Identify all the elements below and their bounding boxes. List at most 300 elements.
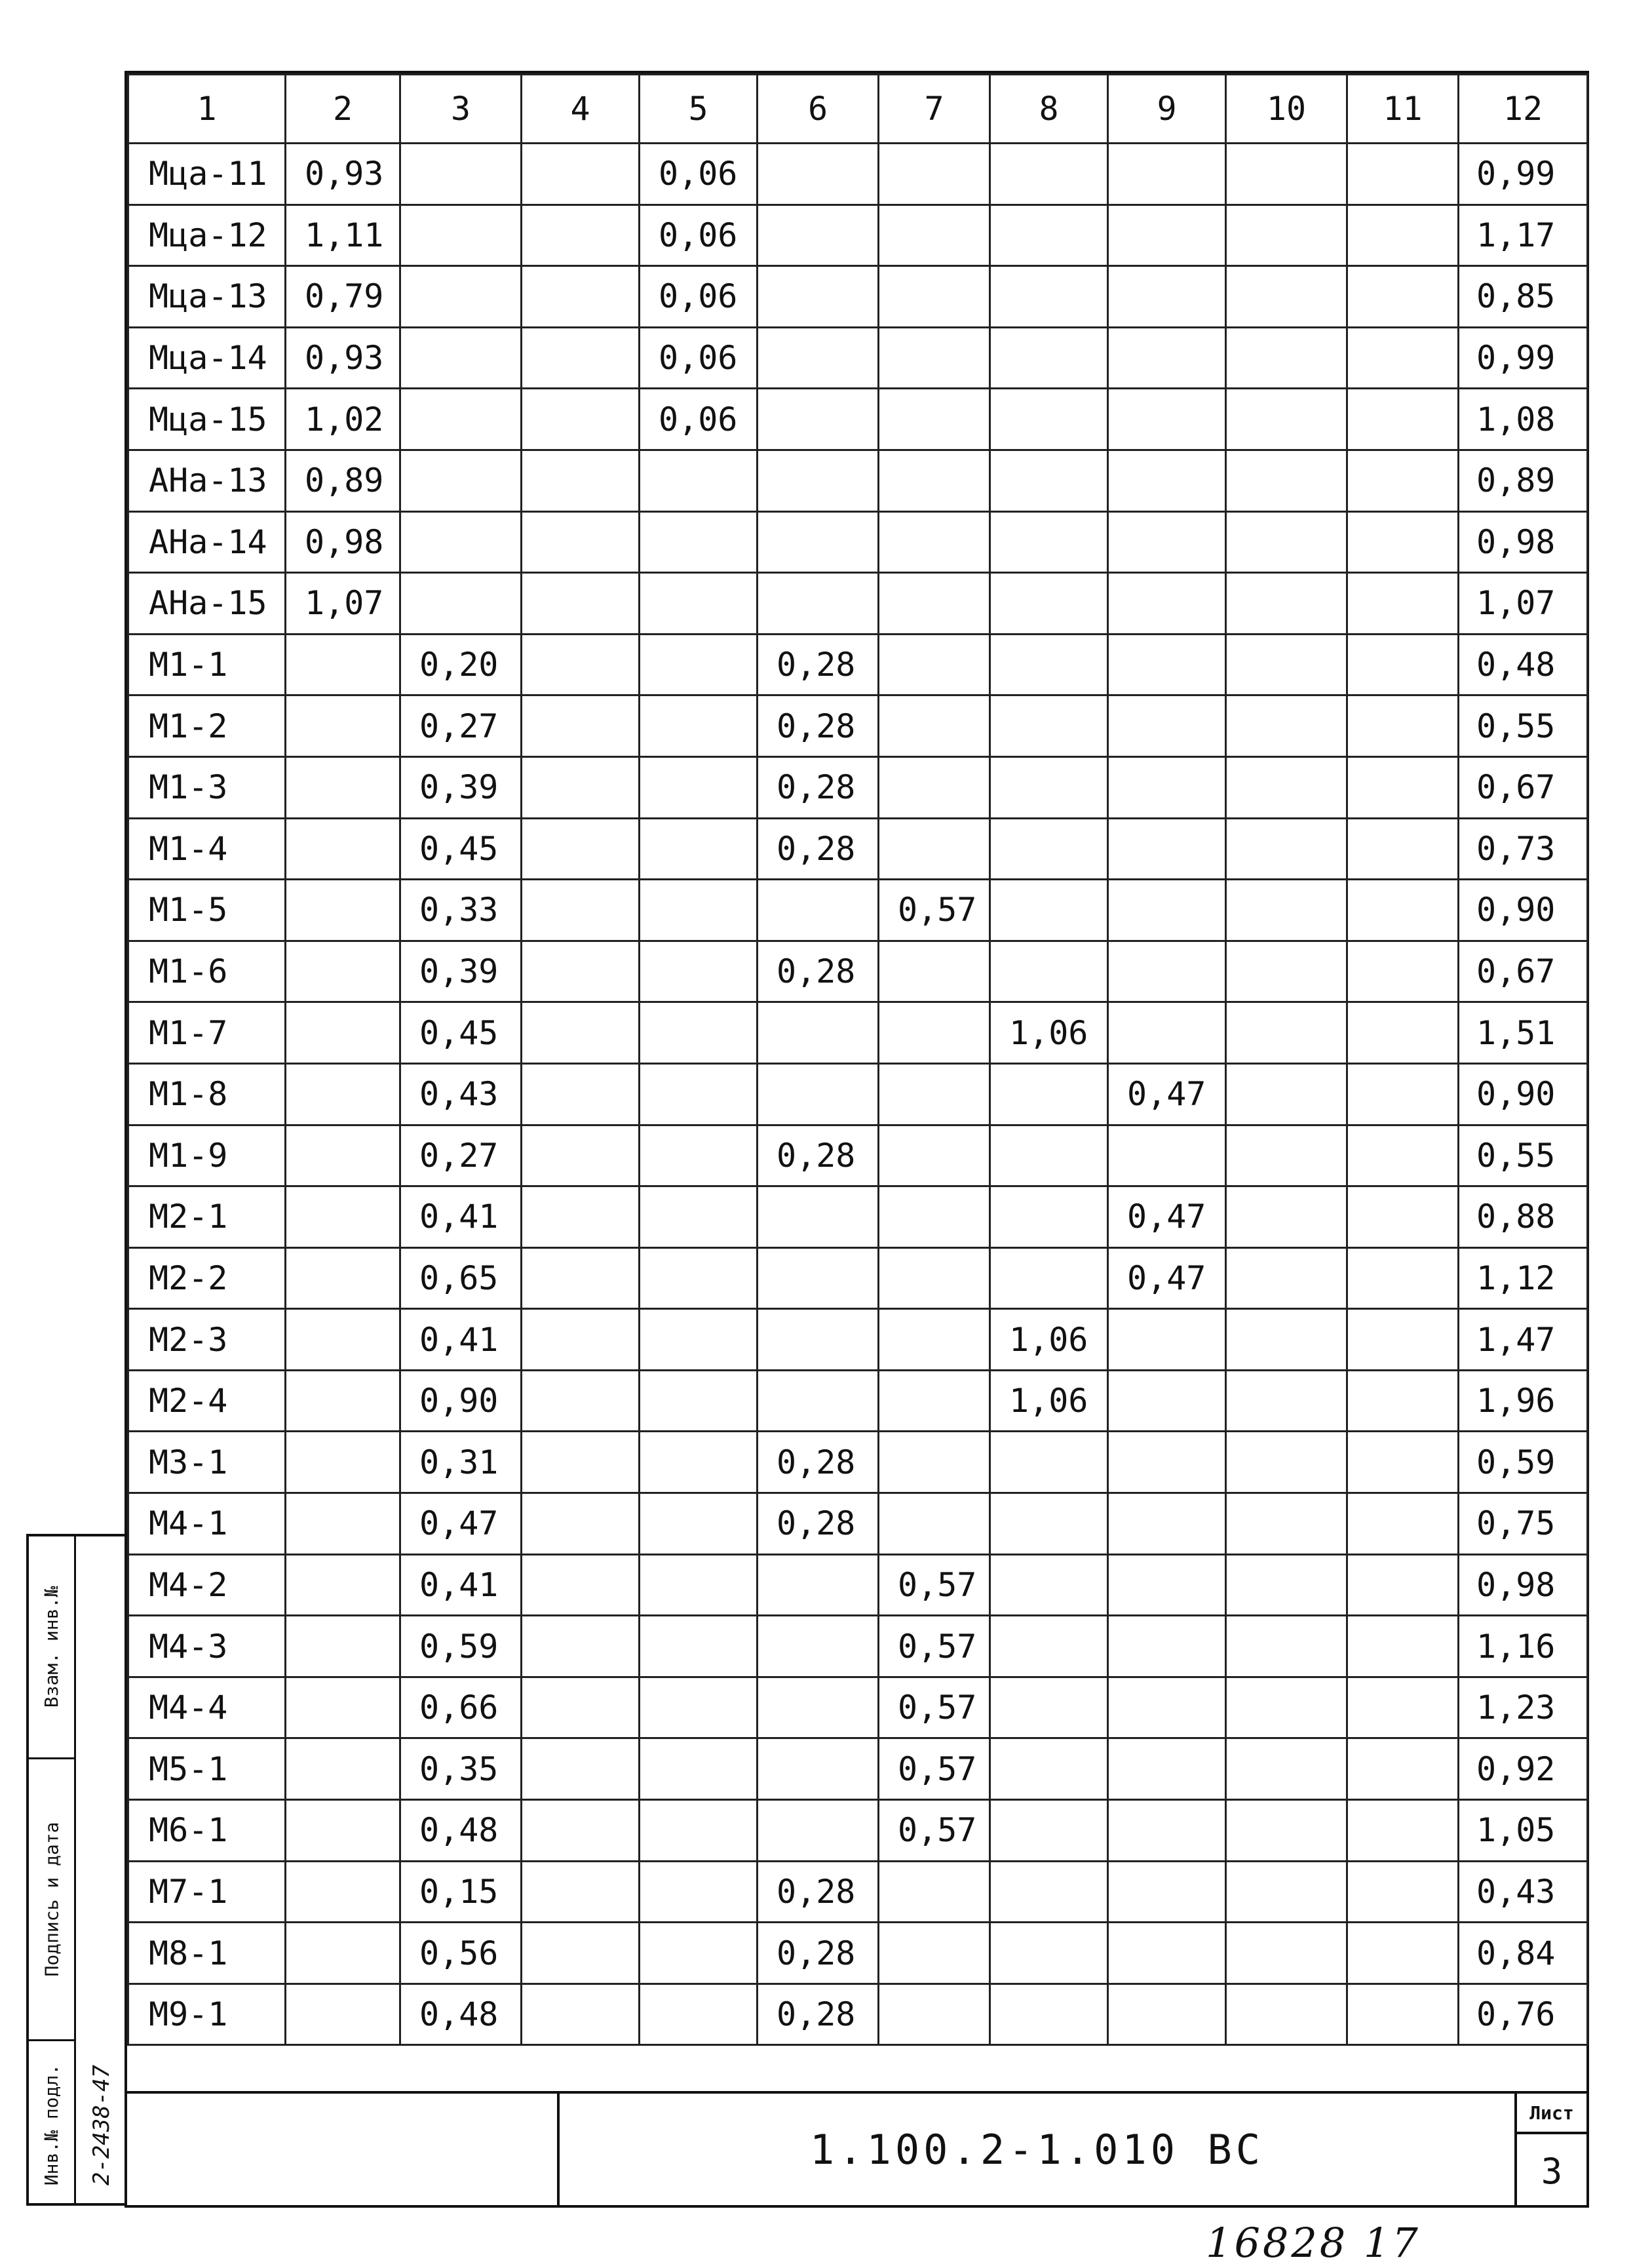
- value-cell: [1226, 941, 1347, 1002]
- value-cell: [758, 1677, 879, 1738]
- value-cell: 0,41: [400, 1309, 522, 1371]
- inv-orig-value-cell: [76, 2041, 127, 2208]
- total-cell: 0,98: [1459, 1554, 1588, 1616]
- table-body: [128, 144, 1588, 2045]
- value-cell: [640, 1370, 758, 1432]
- value-cell: [640, 1432, 758, 1493]
- value-cell: [990, 634, 1108, 695]
- value-cell: [640, 1554, 758, 1616]
- value-cell: 0,06: [640, 327, 758, 389]
- total-cell: 1,17: [1459, 205, 1588, 266]
- value-cell: [990, 205, 1108, 266]
- item-mark-cell: М6-1: [128, 1800, 286, 1862]
- value-cell: [522, 756, 640, 818]
- value-cell: [640, 1186, 758, 1248]
- value-cell: [1347, 818, 1459, 880]
- value-cell: [522, 1493, 640, 1555]
- value-cell: 0,90: [400, 1370, 522, 1432]
- value-cell: [879, 450, 990, 511]
- value-cell: [1226, 205, 1347, 266]
- value-cell: [758, 511, 879, 573]
- value-cell: [1108, 511, 1226, 573]
- value-cell: 0,39: [400, 941, 522, 1002]
- value-cell: [990, 1738, 1108, 1800]
- value-cell: [1347, 1800, 1459, 1862]
- value-cell: [1226, 1370, 1347, 1432]
- value-cell: [1347, 756, 1459, 818]
- item-mark-cell: М1-7: [128, 1002, 286, 1064]
- total-cell: 0,73: [1459, 818, 1588, 880]
- value-cell: [286, 695, 400, 757]
- value-cell: [522, 1309, 640, 1371]
- value-cell: 0,31: [400, 1432, 522, 1493]
- value-cell: [1108, 327, 1226, 389]
- value-cell: [1226, 573, 1347, 635]
- value-cell: 0,59: [400, 1616, 522, 1677]
- table-row: [128, 327, 1588, 389]
- column-header: 10: [1226, 75, 1347, 144]
- value-cell: [1226, 1738, 1347, 1800]
- value-cell: [990, 1800, 1108, 1862]
- value-cell: [400, 205, 522, 266]
- total-cell: 0,67: [1459, 941, 1588, 1002]
- item-mark-cell: М1-1: [128, 634, 286, 695]
- table-row: [128, 1800, 1588, 1862]
- value-cell: [640, 695, 758, 757]
- value-cell: [1226, 450, 1347, 511]
- table-row: [128, 450, 1588, 511]
- total-cell: 1,16: [1459, 1616, 1588, 1677]
- value-cell: [758, 1800, 879, 1862]
- value-cell: [522, 1984, 640, 2045]
- table-row: [128, 1554, 1588, 1616]
- value-cell: [522, 1247, 640, 1309]
- value-cell: [522, 1923, 640, 1984]
- value-cell: [1347, 1861, 1459, 1923]
- value-cell: [286, 941, 400, 1002]
- value-cell: [522, 1002, 640, 1064]
- value-cell: [640, 1125, 758, 1186]
- value-cell: [990, 1125, 1108, 1186]
- item-mark-cell: М1-8: [128, 1063, 286, 1125]
- value-cell: [1347, 1125, 1459, 1186]
- value-cell: [1108, 634, 1226, 695]
- value-cell: [1226, 1309, 1347, 1371]
- value-cell: [1226, 1800, 1347, 1862]
- value-cell: 0,57: [879, 1616, 990, 1677]
- value-cell: [400, 511, 522, 573]
- side-stamp: [26, 1534, 125, 2206]
- value-cell: [286, 1432, 400, 1493]
- value-cell: [286, 1616, 400, 1677]
- value-cell: [640, 1800, 758, 1862]
- value-cell: 0,98: [286, 511, 400, 573]
- value-cell: [990, 144, 1108, 205]
- value-cell: [1108, 1800, 1226, 1862]
- value-cell: [758, 880, 879, 941]
- value-cell: [1226, 1186, 1347, 1248]
- value-cell: [286, 756, 400, 818]
- value-cell: [640, 1861, 758, 1923]
- value-cell: [522, 1616, 640, 1677]
- value-cell: [1108, 1861, 1226, 1923]
- total-cell: 0,99: [1459, 144, 1588, 205]
- value-cell: 0,28: [758, 1432, 879, 1493]
- item-mark-cell: Мца-13: [128, 266, 286, 328]
- value-cell: [400, 389, 522, 450]
- value-cell: [879, 1125, 990, 1186]
- value-cell: [1347, 1493, 1459, 1555]
- item-mark-cell: М1-5: [128, 880, 286, 941]
- value-cell: [990, 327, 1108, 389]
- value-cell: 0,28: [758, 756, 879, 818]
- value-cell: [1347, 1186, 1459, 1248]
- value-cell: [522, 1186, 640, 1248]
- value-cell: 0,57: [879, 1677, 990, 1738]
- document-code: 1.100.2-1.010 ВС: [560, 2091, 1514, 2206]
- value-cell: [990, 1432, 1108, 1493]
- value-cell: [1347, 450, 1459, 511]
- total-cell: 1,23: [1459, 1677, 1588, 1738]
- value-cell: [1108, 756, 1226, 818]
- value-cell: [286, 1677, 400, 1738]
- value-cell: [758, 450, 879, 511]
- item-mark-cell: М2-3: [128, 1309, 286, 1371]
- table-row: [128, 1247, 1588, 1309]
- value-cell: [286, 1063, 400, 1125]
- value-cell: [1226, 818, 1347, 880]
- column-header: 2: [286, 75, 400, 144]
- value-cell: [522, 573, 640, 635]
- value-cell: [1226, 1984, 1347, 2045]
- value-cell: 0,28: [758, 1493, 879, 1555]
- value-cell: [1226, 327, 1347, 389]
- table-row: [128, 695, 1588, 757]
- value-cell: [286, 1554, 400, 1616]
- value-cell: [758, 1370, 879, 1432]
- value-cell: [522, 1063, 640, 1125]
- value-cell: [879, 1002, 990, 1064]
- value-cell: [879, 327, 990, 389]
- item-mark-cell: М7-1: [128, 1861, 286, 1923]
- value-cell: [758, 1186, 879, 1248]
- value-cell: 0,57: [879, 1800, 990, 1862]
- total-cell: 0,43: [1459, 1861, 1588, 1923]
- value-cell: [990, 1861, 1108, 1923]
- value-cell: [879, 941, 990, 1002]
- side-stamp-labels: [29, 1536, 76, 2203]
- table-row: [128, 266, 1588, 328]
- value-cell: [879, 205, 990, 266]
- value-cell: 0,27: [400, 695, 522, 757]
- value-cell: [990, 818, 1108, 880]
- value-cell: 0,06: [640, 144, 758, 205]
- item-mark-cell: Мца-14: [128, 327, 286, 389]
- value-cell: [879, 1247, 990, 1309]
- value-cell: [879, 1309, 990, 1371]
- value-cell: 0,27: [400, 1125, 522, 1186]
- value-cell: [879, 1923, 990, 1984]
- value-cell: [522, 389, 640, 450]
- total-cell: 0,84: [1459, 1923, 1588, 1984]
- value-cell: 0,47: [400, 1493, 522, 1555]
- value-cell: [1108, 205, 1226, 266]
- value-cell: [879, 1186, 990, 1248]
- value-cell: [990, 1247, 1108, 1309]
- value-cell: 0,06: [640, 266, 758, 328]
- value-cell: 0,28: [758, 1125, 879, 1186]
- column-header: 11: [1347, 75, 1459, 144]
- value-cell: [879, 634, 990, 695]
- value-cell: [879, 1063, 990, 1125]
- table-row: [128, 1493, 1588, 1555]
- value-cell: 0,65: [400, 1247, 522, 1309]
- value-cell: [1108, 1616, 1226, 1677]
- value-cell: [990, 1493, 1108, 1555]
- column-header: 6: [758, 75, 879, 144]
- value-cell: [990, 511, 1108, 573]
- table-row: [128, 1370, 1588, 1432]
- column-header: 9: [1108, 75, 1226, 144]
- value-cell: [879, 818, 990, 880]
- table-row: [128, 1616, 1588, 1677]
- value-cell: 0,28: [758, 941, 879, 1002]
- value-cell: [522, 880, 640, 941]
- value-cell: [522, 450, 640, 511]
- item-mark-cell: Мца-15: [128, 389, 286, 450]
- value-cell: [1108, 1125, 1226, 1186]
- value-cell: [879, 389, 990, 450]
- value-cell: [990, 1984, 1108, 2045]
- value-cell: [1108, 266, 1226, 328]
- value-cell: [1108, 1923, 1226, 1984]
- value-cell: [522, 511, 640, 573]
- value-cell: [879, 511, 990, 573]
- spec-table: [127, 73, 1588, 2046]
- value-cell: [1108, 880, 1226, 941]
- value-cell: [640, 511, 758, 573]
- value-cell: [1226, 1063, 1347, 1125]
- value-cell: 0,41: [400, 1186, 522, 1248]
- value-cell: [1347, 144, 1459, 205]
- value-cell: [1108, 1370, 1226, 1432]
- value-cell: [522, 1370, 640, 1432]
- value-cell: [879, 1370, 990, 1432]
- value-cell: [1108, 695, 1226, 757]
- value-cell: [522, 266, 640, 328]
- value-cell: [1226, 144, 1347, 205]
- value-cell: [990, 695, 1108, 757]
- value-cell: [1347, 634, 1459, 695]
- value-cell: [1108, 1309, 1226, 1371]
- item-mark-cell: М1-4: [128, 818, 286, 880]
- handwritten-note: 16828 17: [1206, 2219, 1421, 2267]
- value-cell: 0,47: [1108, 1186, 1226, 1248]
- item-mark-cell: М4-4: [128, 1677, 286, 1738]
- value-cell: [758, 1738, 879, 1800]
- value-cell: [522, 818, 640, 880]
- value-cell: [522, 634, 640, 695]
- value-cell: [286, 1738, 400, 1800]
- value-cell: [1226, 756, 1347, 818]
- item-mark-cell: АНа-15: [128, 573, 286, 635]
- value-cell: [758, 266, 879, 328]
- value-cell: [990, 1923, 1108, 1984]
- item-mark-cell: Мца-12: [128, 205, 286, 266]
- table-row: [128, 389, 1588, 450]
- total-cell: 1,05: [1459, 1800, 1588, 1862]
- item-mark-cell: М9-1: [128, 1984, 286, 2045]
- value-cell: 0,93: [286, 144, 400, 205]
- value-cell: [1226, 1493, 1347, 1555]
- value-cell: [758, 1309, 879, 1371]
- value-cell: [1347, 205, 1459, 266]
- value-cell: [286, 1002, 400, 1064]
- value-cell: [1108, 1493, 1226, 1555]
- sign-date-cell: [29, 1759, 74, 2041]
- value-cell: [522, 327, 640, 389]
- value-cell: [640, 756, 758, 818]
- value-cell: [1226, 1923, 1347, 1984]
- value-cell: [286, 880, 400, 941]
- total-cell: 0,92: [1459, 1738, 1588, 1800]
- table-row: [128, 1677, 1588, 1738]
- value-cell: [758, 1247, 879, 1309]
- sheet-box: [1514, 2091, 1586, 2206]
- column-header: 5: [640, 75, 758, 144]
- value-cell: 0,06: [640, 205, 758, 266]
- table-row: [128, 144, 1588, 205]
- value-cell: [879, 573, 990, 635]
- value-cell: [990, 1186, 1108, 1248]
- inv-orig-label: Инв.№ подл.: [41, 2063, 62, 2186]
- value-cell: [640, 1247, 758, 1309]
- value-cell: [286, 1247, 400, 1309]
- value-cell: 1,06: [990, 1370, 1108, 1432]
- value-cell: [1347, 1677, 1459, 1738]
- value-cell: [400, 266, 522, 328]
- value-cell: [1347, 1247, 1459, 1309]
- value-cell: 0,43: [400, 1063, 522, 1125]
- value-cell: [1108, 144, 1226, 205]
- total-cell: 0,55: [1459, 695, 1588, 757]
- total-cell: 0,89: [1459, 450, 1588, 511]
- table-header-row: [128, 75, 1588, 144]
- value-cell: [286, 1493, 400, 1555]
- value-cell: [1226, 511, 1347, 573]
- value-cell: [400, 327, 522, 389]
- value-cell: [1347, 1063, 1459, 1125]
- value-cell: 0,56: [400, 1923, 522, 1984]
- value-cell: [522, 1125, 640, 1186]
- total-cell: 1,12: [1459, 1247, 1588, 1309]
- value-cell: [758, 205, 879, 266]
- value-cell: 0,57: [879, 1738, 990, 1800]
- value-cell: [1226, 1677, 1347, 1738]
- value-cell: [990, 389, 1108, 450]
- value-cell: [640, 450, 758, 511]
- total-cell: 0,88: [1459, 1186, 1588, 1248]
- value-cell: [990, 941, 1108, 1002]
- value-cell: [879, 1984, 990, 2045]
- total-cell: 0,85: [1459, 266, 1588, 328]
- value-cell: [1347, 880, 1459, 941]
- table-row: [128, 756, 1588, 818]
- side-stamp-values: [76, 1536, 127, 2203]
- value-cell: [758, 1616, 879, 1677]
- table-row: [128, 1432, 1588, 1493]
- value-cell: [758, 1063, 879, 1125]
- value-cell: [1347, 695, 1459, 757]
- table-row: [128, 1063, 1588, 1125]
- value-cell: [990, 1063, 1108, 1125]
- column-header: 7: [879, 75, 990, 144]
- value-cell: [879, 1861, 990, 1923]
- value-cell: [522, 144, 640, 205]
- value-cell: [286, 818, 400, 880]
- column-header: 8: [990, 75, 1108, 144]
- value-cell: 0,41: [400, 1554, 522, 1616]
- column-header: 3: [400, 75, 522, 144]
- value-cell: [1347, 1309, 1459, 1371]
- value-cell: [400, 144, 522, 205]
- item-mark-cell: АНа-13: [128, 450, 286, 511]
- item-mark-cell: М4-1: [128, 1493, 286, 1555]
- value-cell: [522, 1554, 640, 1616]
- value-cell: [522, 695, 640, 757]
- value-cell: [758, 144, 879, 205]
- value-cell: [1108, 1738, 1226, 1800]
- value-cell: 0,57: [879, 1554, 990, 1616]
- column-header: 1: [128, 75, 286, 144]
- item-mark-cell: Мца-11: [128, 144, 286, 205]
- value-cell: 0,47: [1108, 1247, 1226, 1309]
- value-cell: 0,28: [758, 1923, 879, 1984]
- total-cell: 1,07: [1459, 573, 1588, 635]
- value-cell: [879, 1432, 990, 1493]
- total-cell: 1,96: [1459, 1370, 1588, 1432]
- value-cell: [286, 1800, 400, 1862]
- value-cell: 0,57: [879, 880, 990, 941]
- total-cell: 0,76: [1459, 1984, 1588, 2045]
- value-cell: [1347, 1984, 1459, 2045]
- value-cell: [1108, 389, 1226, 450]
- value-cell: 0,48: [400, 1984, 522, 2045]
- item-mark-cell: М1-9: [128, 1125, 286, 1186]
- value-cell: [640, 1616, 758, 1677]
- total-cell: 0,55: [1459, 1125, 1588, 1186]
- value-cell: 0,28: [758, 634, 879, 695]
- sheet-label: Лист: [1517, 2094, 1586, 2134]
- value-cell: 1,02: [286, 389, 400, 450]
- value-cell: [1226, 695, 1347, 757]
- value-cell: 0,20: [400, 634, 522, 695]
- value-cell: 0,33: [400, 880, 522, 941]
- table-row: [128, 634, 1588, 695]
- value-cell: [990, 1677, 1108, 1738]
- value-cell: 0,48: [400, 1800, 522, 1862]
- value-cell: [1347, 1554, 1459, 1616]
- value-cell: 0,28: [758, 1984, 879, 2045]
- value-cell: 0,47: [1108, 1063, 1226, 1125]
- value-cell: [1347, 1616, 1459, 1677]
- table-row: [128, 818, 1588, 880]
- value-cell: 0,06: [640, 389, 758, 450]
- value-cell: [1108, 573, 1226, 635]
- value-cell: [640, 880, 758, 941]
- value-cell: [640, 1984, 758, 2045]
- total-cell: 0,75: [1459, 1493, 1588, 1555]
